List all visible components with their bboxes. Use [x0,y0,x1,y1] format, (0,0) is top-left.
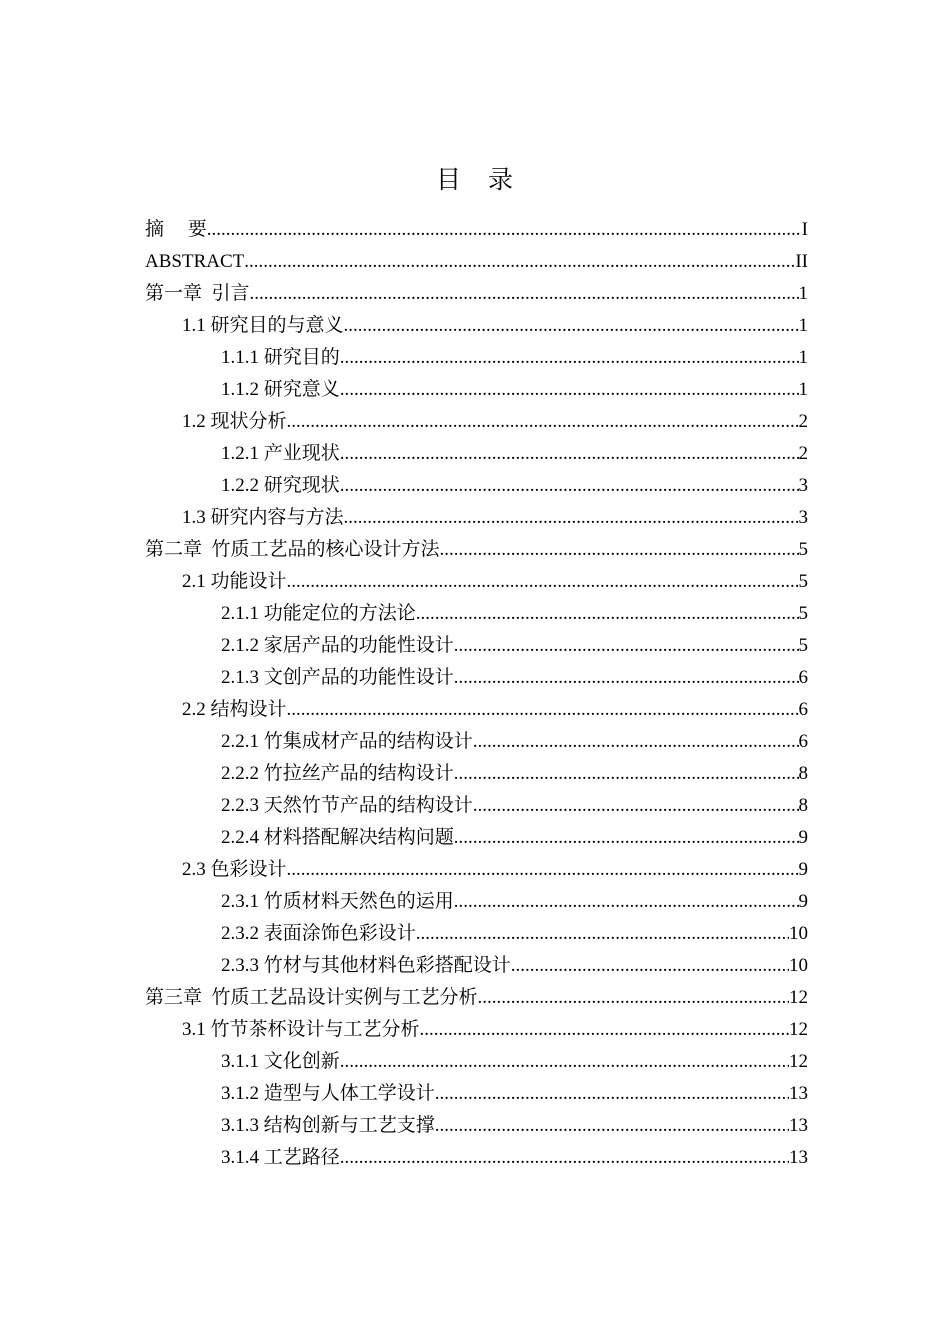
toc-entry-label: 第一章 引言 [145,283,250,304]
toc-entry-label: 1.1.2 研究意义 [221,379,340,400]
toc-entry[interactable] [145,246,808,278]
toc-entry[interactable] [145,214,808,246]
toc-entry[interactable] [145,342,808,374]
toc-entry[interactable] [145,1142,808,1174]
toc-page-number: 9 [798,827,808,848]
toc-page-number: 3 [798,507,808,528]
toc-dot-leader [344,502,799,534]
toc-dot-leader [454,886,799,918]
toc-page-number: 1 [798,315,808,336]
toc-dot-leader [416,598,799,630]
toc-entry-label: 2.1.1 功能定位的方法论 [221,603,416,624]
toc-entry-label: 3.1.3 结构创新与工艺支撑 [221,1115,435,1136]
toc-entry-label: 2.1.3 文创产品的功能性设计 [221,667,454,688]
toc-page-number: 6 [798,699,808,720]
toc-entry[interactable] [145,1110,808,1142]
toc-dot-leader [420,1014,789,1046]
toc-entry-label: 2.3.2 表面涂饰色彩设计 [221,923,416,944]
toc-entry-label: ABSTRACT [145,251,245,272]
toc-entry[interactable] [145,534,808,566]
toc-entry[interactable] [145,822,808,854]
toc-dot-leader [440,534,799,566]
toc-dot-leader [435,1110,789,1142]
toc-entry-label: 1.2 现状分析 [182,411,287,432]
toc-page-number: 9 [798,859,808,880]
toc-entry[interactable] [145,694,808,726]
toc-entry[interactable] [145,438,808,470]
toc-entry[interactable] [145,566,808,598]
toc-page-number: 10 [789,923,808,944]
toc-entry[interactable] [145,310,808,342]
toc-page-number: 2 [798,443,808,464]
toc-page-number: 2 [798,411,808,432]
toc-page-number: 8 [798,795,808,816]
toc-entry-label: 2.2.4 材料搭配解决结构问题 [221,827,454,848]
toc-entry[interactable] [145,662,808,694]
toc-page-number: 12 [789,1051,808,1072]
toc-entry[interactable] [145,406,808,438]
toc-dot-leader [416,918,789,950]
toc-page-number: 12 [789,1019,808,1040]
toc-entry[interactable] [145,598,808,630]
toc-page-number: 1 [798,379,808,400]
toc-entry-label: 1.1 研究目的与意义 [182,315,344,336]
toc-entry[interactable] [145,790,808,822]
toc-dot-leader [340,438,799,470]
toc-entry-label: 2.2 结构设计 [182,699,287,720]
toc-entry-label: 2.1.2 家居产品的功能性设计 [221,635,454,656]
toc-dot-leader [454,822,799,854]
toc-entry[interactable] [145,1046,808,1078]
toc-entry-label: 3.1.4 工艺路径 [221,1147,340,1168]
toc-dot-leader [473,790,799,822]
toc-dot-leader [478,982,789,1014]
toc-dot-leader [473,726,799,758]
toc-page-number: 12 [789,987,808,1008]
toc-page-number: 13 [789,1147,808,1168]
toc-page-number: 1 [798,283,808,304]
toc-dot-leader [250,278,799,310]
toc-dot-leader [340,374,799,406]
toc-dot-leader [207,214,802,246]
toc-dot-leader [287,406,799,438]
toc-page-number: 13 [789,1083,808,1104]
toc-entry-label: 1.1.1 研究目的 [221,347,340,368]
toc-entry[interactable] [145,278,808,310]
toc-dot-leader [344,310,799,342]
toc-page-number: 9 [798,891,808,912]
toc-entry-label: 2.3.3 竹材与其他材料色彩搭配设计 [221,955,511,976]
toc-entry-label: 1.3 研究内容与方法 [182,507,344,528]
toc-entry-label: 第三章 竹质工艺品设计实例与工艺分析 [145,987,478,1008]
toc-page-number: II [795,251,808,272]
toc-dot-leader [454,630,799,662]
toc-entry[interactable] [145,374,808,406]
toc-dot-leader [287,566,799,598]
toc-dot-leader [244,246,795,278]
toc-entry[interactable] [145,758,808,790]
toc-entry[interactable] [145,630,808,662]
toc-dot-leader [340,1142,789,1174]
toc-entry[interactable] [145,502,808,534]
toc-entry[interactable] [145,950,808,982]
toc-entry-label: 2.3 色彩设计 [182,859,287,880]
toc-entry[interactable] [145,726,808,758]
toc-dot-leader [454,758,799,790]
toc-page-number: 6 [798,731,808,752]
toc-page-number: 5 [798,603,808,624]
toc-entry[interactable] [145,918,808,950]
toc-page-number: 10 [789,955,808,976]
toc-entry-label: 第二章 竹质工艺品的核心设计方法 [145,539,440,560]
toc-entry-label: 3.1 竹节茶杯设计与工艺分析 [182,1019,420,1040]
toc-entry-label: 摘 要 [145,219,207,240]
toc-page-number: 5 [798,539,808,560]
toc-entry-label: 2.2.3 天然竹节产品的结构设计 [221,795,473,816]
toc-page-number: 8 [798,763,808,784]
toc-entry-label: 2.3.1 竹质材料天然色的运用 [221,891,454,912]
toc-dot-leader [511,950,789,982]
toc-dot-leader [435,1078,789,1110]
toc-entry[interactable] [145,886,808,918]
toc-page-number: 6 [798,667,808,688]
toc-page-number: 1 [798,347,808,368]
toc-entry-label: 1.2.2 研究现状 [221,475,340,496]
toc-entry[interactable] [145,854,808,886]
toc-dot-leader [340,342,799,374]
toc-entry-label: 2.2.2 竹拉丝产品的结构设计 [221,763,454,784]
toc-entry-label: 1.2.1 产业现状 [221,443,340,464]
page-title: 目 录 [435,167,514,194]
toc-entry-label: 3.1.2 造型与人体工学设计 [221,1083,435,1104]
toc-entry[interactable] [145,1014,808,1046]
toc-dot-leader [340,470,799,502]
toc-entry[interactable] [145,982,808,1014]
toc-dot-leader [287,854,799,886]
table-of-contents [145,214,808,1174]
toc-dot-leader [340,1046,789,1078]
toc-page-number: 3 [798,475,808,496]
toc-entry-label: 2.2.1 竹集成材产品的结构设计 [221,731,473,752]
toc-entry[interactable] [145,1078,808,1110]
toc-entry-label: 3.1.1 文化创新 [221,1051,340,1072]
toc-dot-leader [287,694,799,726]
toc-entry-label: 2.1 功能设计 [182,571,287,592]
toc-page-number: 5 [798,635,808,656]
toc-page-number: I [801,219,808,240]
toc-dot-leader [454,662,799,694]
toc-page-number: 5 [798,571,808,592]
toc-page-number: 13 [789,1115,808,1136]
toc-entry[interactable] [145,470,808,502]
